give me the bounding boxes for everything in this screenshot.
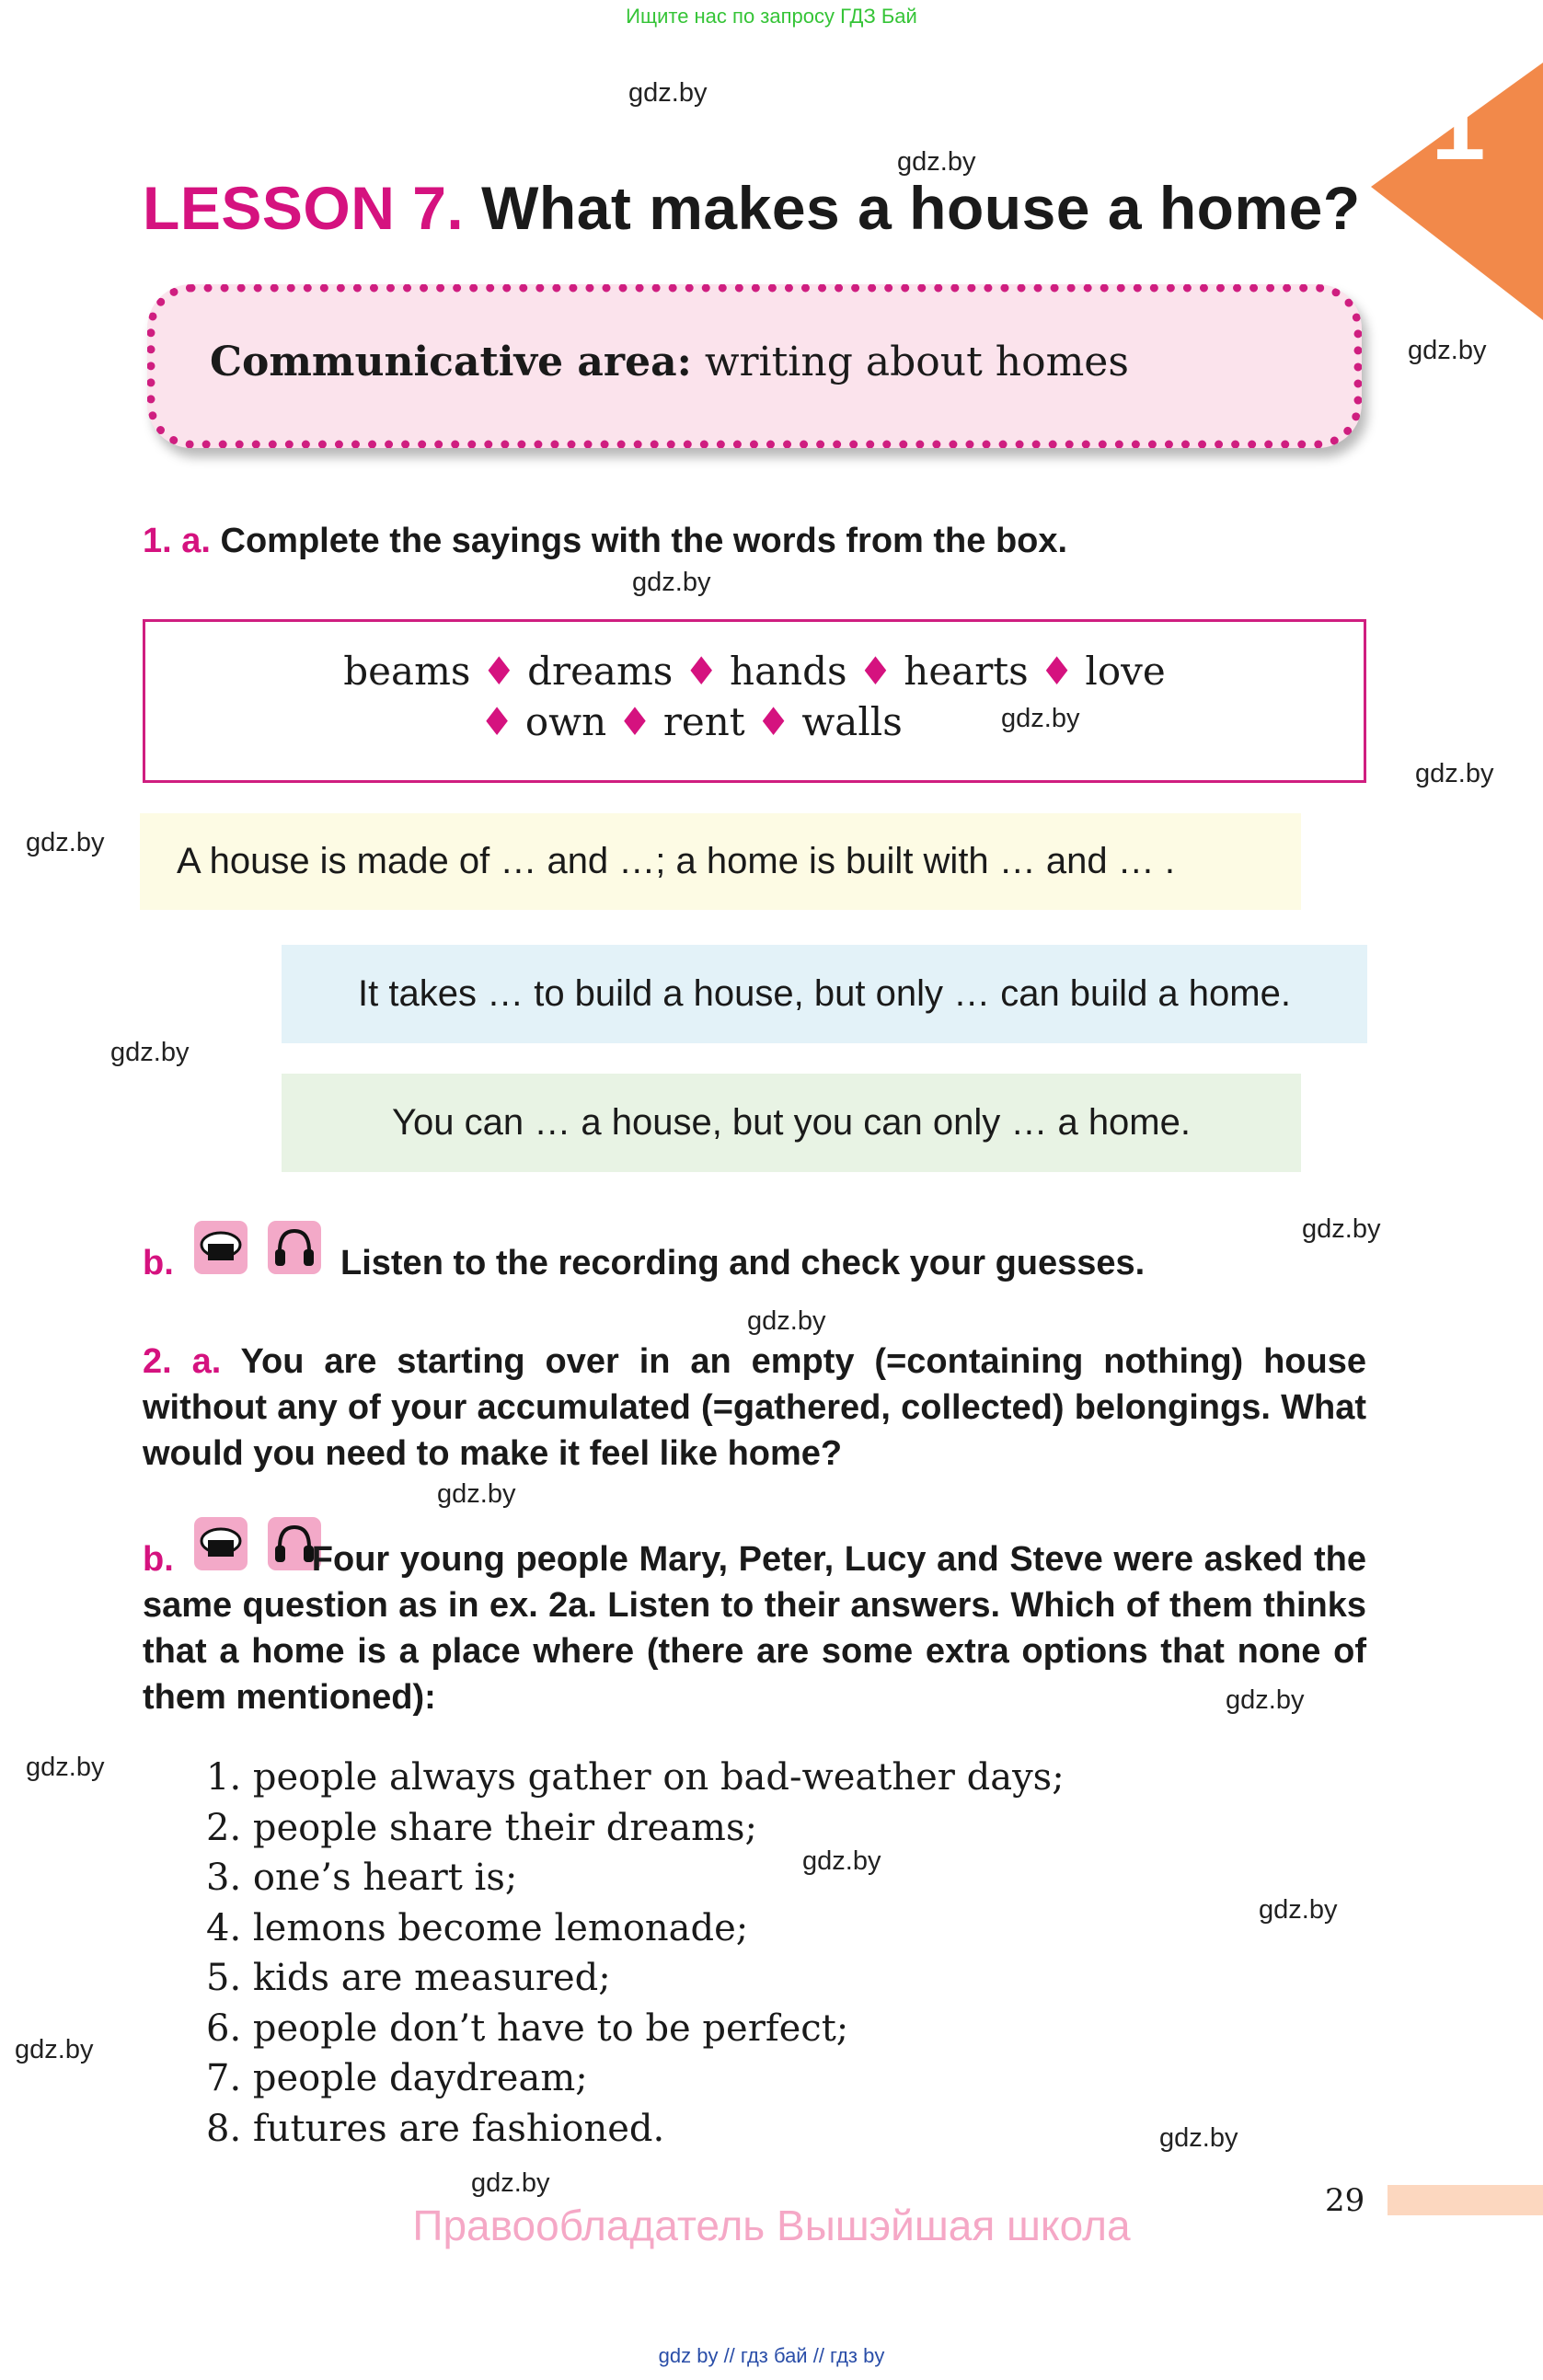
- saying-1: A house is made of … and …; a home is built with … and … .: [140, 813, 1301, 910]
- watermark: gdz.by: [15, 2035, 94, 2064]
- task-text: Four young people Mary, Peter, Lucy and Steve were asked the same question as in ex. 2a. Listen to their answers. Which of them thinks that a home is a place where (there are some extra options that none of them mentioned):: [143, 1540, 1366, 1717]
- lesson-question: What makes a house a home?: [481, 174, 1361, 242]
- watermark: gdz.by: [26, 1753, 105, 1782]
- task-number: b.: [143, 1540, 174, 1579]
- word: hearts: [904, 649, 1029, 694]
- watermark: gdz.by: [437, 1479, 516, 1509]
- word: rent: [662, 699, 745, 744]
- word: walls: [801, 699, 903, 744]
- watermark: gdz.by: [628, 78, 708, 108]
- word: love: [1085, 649, 1166, 694]
- watermark: gdz.by: [1259, 1895, 1338, 1925]
- watermark: gdz.by: [110, 1038, 190, 1067]
- word: own: [524, 699, 607, 744]
- list-item: 7. people daydream;: [206, 2057, 588, 2099]
- watermark: gdz.by: [26, 828, 105, 857]
- diamond-icon: ♦: [617, 699, 652, 744]
- watermark: gdz.by: [897, 147, 976, 177]
- lesson-title: [143, 173, 1361, 243]
- rights-holder: Правообладатель Вышэйшая школа: [412, 2202, 1131, 2249]
- saying-3: You can … a house, but you can only … a home.: [282, 1074, 1301, 1172]
- diamond-icon: ♦: [684, 649, 720, 694]
- watermark: gdz.by: [632, 568, 711, 597]
- watermark: gdz.by: [1302, 1214, 1381, 1244]
- word-box-line-1: [143, 649, 1366, 694]
- watermark: gdz.by: [471, 2168, 550, 2198]
- diamond-icon: ♦: [481, 649, 517, 694]
- task-1a: [143, 522, 1067, 561]
- watermark: gdz.by: [1408, 336, 1487, 365]
- list-item: 4. lemons become lemonade;: [206, 1906, 749, 1949]
- word: dreams: [527, 649, 674, 694]
- task-1b-text: Listen to the recording and check your guesses.: [340, 1244, 1146, 1282]
- list-item: 5. kids are measured;: [206, 1957, 611, 1999]
- task-text: You are starting over in an empty (=containing nothing) house without any of your accumulated (=gathered, collected) belongings. What would you need to make it feel like home?: [143, 1342, 1366, 1473]
- diamond-icon: ♦: [755, 699, 791, 744]
- disc-icon: [193, 1220, 248, 1275]
- unit-marker: [1371, 63, 1543, 320]
- diamond-icon: ♦: [1039, 649, 1075, 694]
- task-number: 1. a.: [143, 522, 211, 560]
- list-item: 6. people don’t have to be perfect;: [206, 2006, 849, 2050]
- communicative-area-text: writing about homes: [704, 339, 1129, 385]
- saying-2: It takes … to build a house, but only … can build a home.: [282, 945, 1367, 1043]
- task-2a: [143, 1339, 1366, 1477]
- options-list: [206, 1753, 1065, 2154]
- task-number: 2. a.: [143, 1342, 222, 1381]
- unit-number: 1: [1431, 72, 1486, 180]
- word: beams: [343, 649, 471, 694]
- diamond-icon: ♦: [858, 649, 893, 694]
- watermark: gdz.by: [1159, 2123, 1238, 2153]
- list-item: 3. one’s heart is;: [206, 1857, 518, 1899]
- watermark: gdz.by: [1001, 704, 1080, 733]
- word-box-line-2: [143, 699, 1366, 744]
- list-item: 1. people always gather on bad-weather days;: [206, 1756, 1065, 1799]
- list-item: 2. people share their dreams;: [206, 1806, 757, 1849]
- watermark: gdz.by: [1415, 759, 1494, 788]
- diamond-icon: ♦: [479, 699, 514, 744]
- list-item: 8. futures are fashioned.: [206, 2107, 665, 2150]
- watermark: gdz.by: [1226, 1685, 1305, 1715]
- task-1b: [143, 1244, 174, 1283]
- task-number: b.: [143, 1244, 174, 1282]
- communicative-area: [210, 339, 1129, 385]
- word: hands: [730, 649, 847, 694]
- watermark: gdz.by: [802, 1846, 881, 1876]
- top-banner: Ищите нас по запросу ГДЗ Бай: [626, 5, 917, 28]
- watermark: gdz.by: [747, 1306, 826, 1336]
- footer-links[interactable]: gdz by // гдз бай // гдз by: [658, 2344, 885, 2367]
- task-2b: [143, 1536, 1366, 1720]
- page-number: 29: [1325, 2182, 1365, 2219]
- lesson-number: LESSON 7.: [143, 174, 465, 242]
- task-text: Complete the sayings with the words from the box.: [220, 522, 1068, 560]
- headphones-icon: [267, 1220, 322, 1275]
- communicative-area-label: Communicative area:: [210, 339, 692, 385]
